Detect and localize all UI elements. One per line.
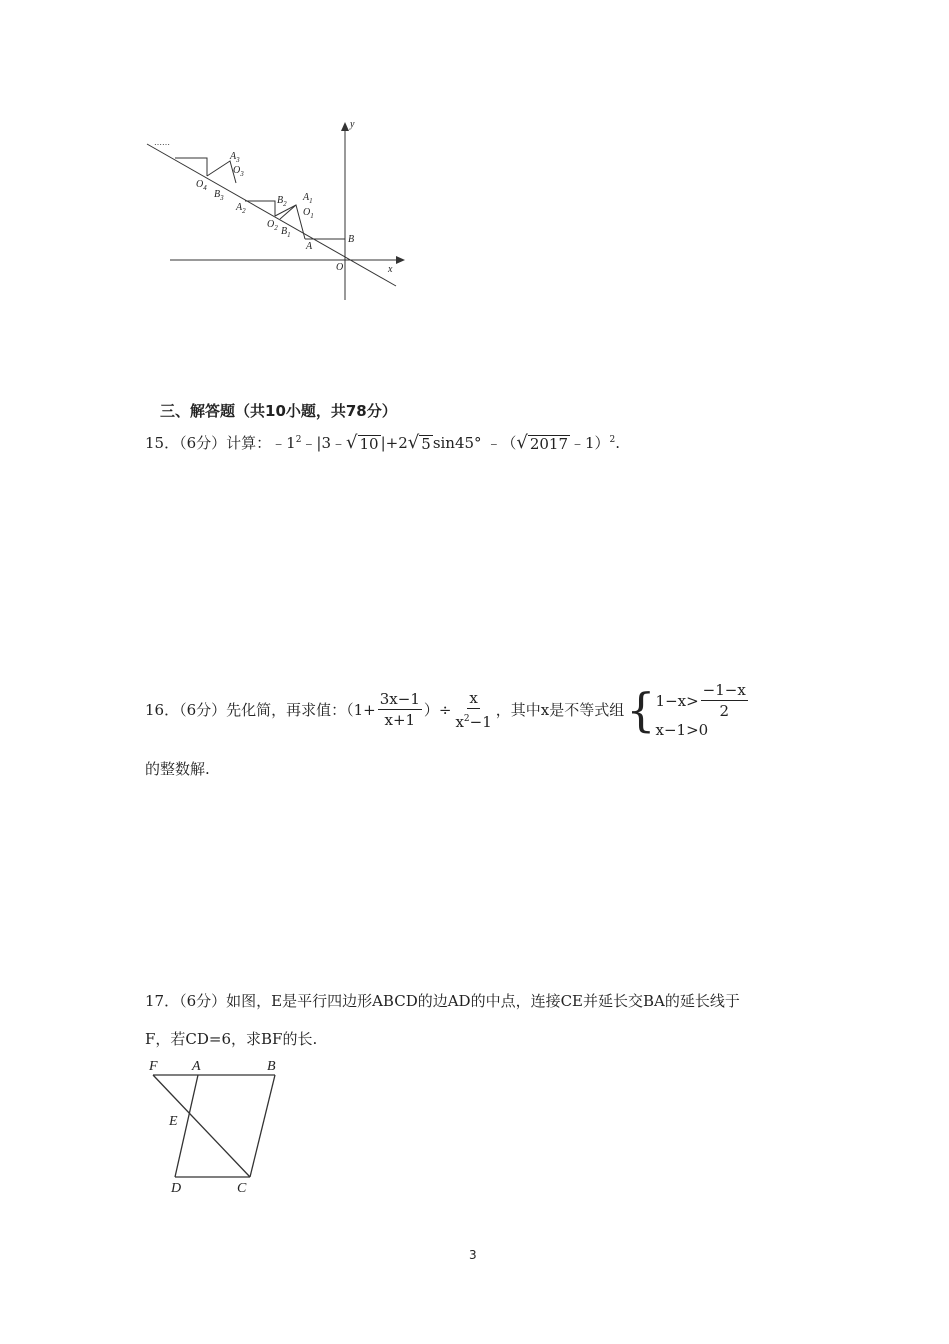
q15-part4: sin45° ﹣（ [432,434,517,452]
sqrt-5: √ 5 [407,432,431,453]
inequality-1: 1−x> $\frac{-1-x}{2}$ [655,681,746,720]
q17-line1: 17．（6分）如图，E是平行四边形ABCD的边AD的中点，连接CE并延长交BA的延长线于 [145,992,740,1010]
label-f: F [149,1059,158,1074]
continuation-dots: …… [154,138,170,147]
label-a: A [192,1059,201,1074]
sqrt-2017: √ 2017 [516,432,568,453]
section-heading: 三、解答题（共10小题，共78分） [160,402,397,420]
question-15: 15．（6分）计算：$﹣1^2﹣|3﹣$ √ 10 |+2 √ 5 sin45° ﹣（ √ 2017 ﹣1）$^2$. [145,432,621,453]
line-f-c [153,1075,250,1177]
q15-exponent-1: 2 [295,435,302,445]
label-b: B [348,234,355,245]
parallelogram-figure [140,1055,315,1200]
radical-sign-icon: √ [516,432,528,453]
label-o2: $O_2$ [267,219,278,232]
q16-after: ，其中x是不等式组 [495,701,625,719]
triangle-3 [207,161,236,183]
y-axis-label: y [350,119,355,130]
side-bc [250,1075,275,1177]
label-e: E [169,1114,178,1129]
label-b2: $B_2$ [277,195,287,208]
label-o1: $O_1$ [303,207,314,220]
y-axis-arrow [341,122,349,131]
side-da [175,1075,198,1177]
q15-part3: |+2 [380,434,408,452]
page-number: 3 [469,1248,477,1262]
q16-mid: ）÷ [423,701,452,719]
inequality-2: x−1>0 [655,721,709,739]
label-a3: $A_3$ [230,151,240,164]
x-axis-arrow [396,256,405,264]
staircase-coordinate-figure [140,115,410,310]
question-16 [145,680,750,739]
q15-part2: ﹣|3﹣ [301,434,347,452]
x-axis-label: x [388,264,393,275]
q17-line2: F，若CD=6，求BF的长. [145,1030,318,1048]
label-o4: $O_4$ [196,179,207,192]
q15-exponent-2: 2 [609,435,616,445]
label-a1: $A_1$ [303,192,313,205]
label-b: B [267,1059,276,1074]
label-b3: $B_3$ [214,189,224,202]
label-o3: $O_3$ [233,165,244,178]
fraction-x-over-x2-1: $\frac{x}{x^2-1}$ [455,688,492,731]
radical-sign-icon: √ [346,432,358,453]
step-4 [175,158,207,176]
label-a: A [306,241,313,252]
origin-label: O [336,262,344,273]
q16-prefix: 16．（6分）先化简，再求值：（1+ [145,701,376,719]
fraction-3x-1-over-x+1: $\frac{3x-1}{x+1}$ [379,690,420,729]
label-a2: $A_2$ [236,202,246,215]
diagonal-line [147,144,396,286]
q15-prefix: 15．（6分）计算：﹣1 [145,434,296,452]
sqrt-10: √ 10 [346,432,379,453]
label-c: C [237,1181,247,1196]
q15-part5: ﹣1） [570,434,610,452]
radical-sign-icon: √ [407,432,420,453]
left-brace-icon: { [626,682,656,737]
inequality-system [656,680,750,739]
label-b1: $B_1$ [281,226,291,239]
label-d: D [171,1181,182,1196]
q16-line2: 的整数解. [145,760,210,778]
